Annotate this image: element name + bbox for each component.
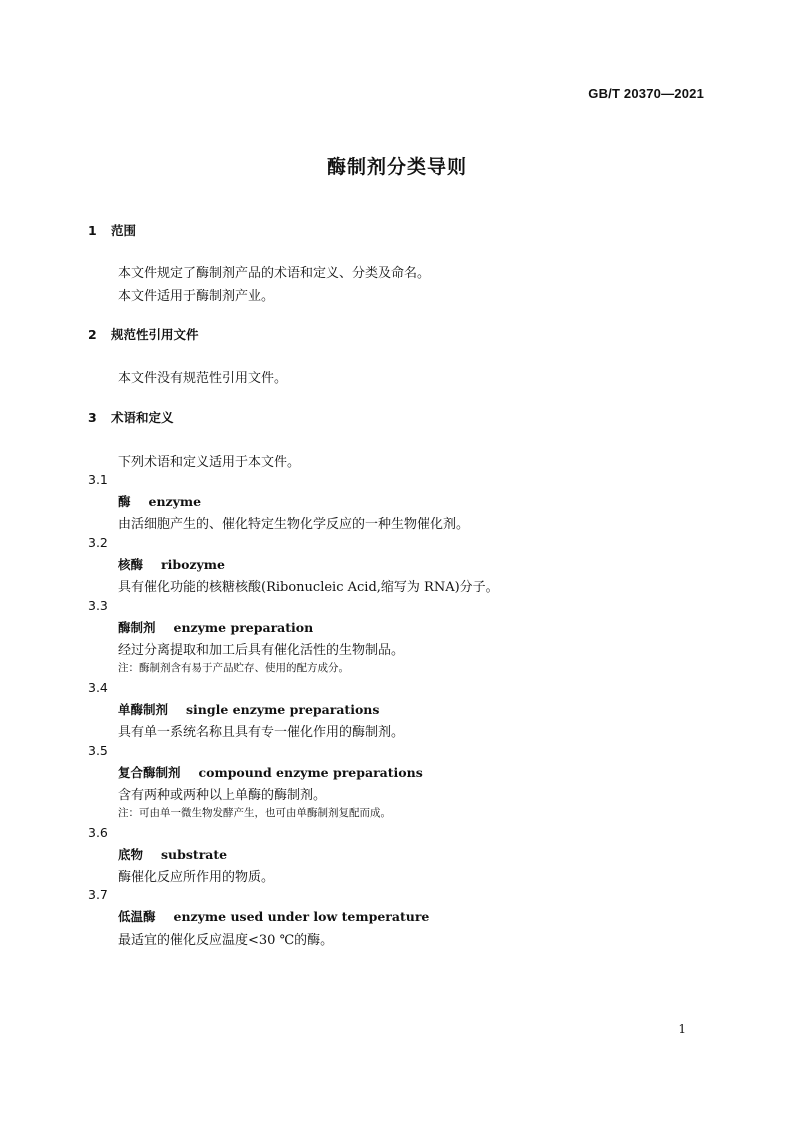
section-title: 术语和定义 <box>111 410 174 425</box>
term-en: enzyme preparation <box>173 620 314 635</box>
term-definition: 酶催化反应所作用的物质。 <box>118 870 275 885</box>
clause-number: 3.5 <box>88 743 108 758</box>
term-definition: 最适宜的催化反应温度<30 ℃的酶。 <box>118 933 334 948</box>
term-note: 注：可由单一微生物发酵产生，也可由单酶制剂复配而成。 <box>118 807 391 819</box>
term-entry <box>118 763 423 781</box>
paragraph: 本文件规定了酶制剂产品的术语和定义、分类及命名。 <box>118 266 431 281</box>
term-en: compound enzyme preparations <box>198 765 423 780</box>
term-definition: 具有催化功能的核糖核酸(Ribonucleic Acid,缩写为 RNA)分子。 <box>118 580 499 595</box>
term-zh: 酶 <box>118 494 131 509</box>
clause-number: 3.3 <box>88 598 108 613</box>
clause-number: 3.4 <box>88 680 108 695</box>
term-en: enzyme <box>148 494 202 509</box>
standard-code: GB/T 20370—2021 <box>588 86 704 101</box>
term-en: single enzyme preparations <box>186 702 380 717</box>
term-note: 注：酶制剂含有易于产品贮存、使用的配方成分。 <box>118 662 349 674</box>
term-en: substrate <box>161 847 228 862</box>
term-entry <box>118 845 227 863</box>
term-entry <box>118 555 225 573</box>
section-number: 3 <box>88 410 97 425</box>
section-title: 规范性引用文件 <box>111 327 199 342</box>
term-zh: 单酶制剂 <box>118 702 169 717</box>
term-zh: 酶制剂 <box>118 620 156 635</box>
term-definition: 经过分离提取和加工后具有催化活性的生物制品。 <box>118 643 405 658</box>
term-definition: 由活细胞产生的、催化特定生物化学反应的一种生物催化剂。 <box>118 517 470 532</box>
term-en: enzyme used under low temperature <box>173 909 430 924</box>
document-title: 酶制剂分类导则 <box>326 156 467 178</box>
term-entry <box>118 618 313 636</box>
term-entry <box>118 700 379 718</box>
term-definition: 具有单一系统名称且具有专一催化作用的酶制剂。 <box>118 725 405 740</box>
page-number: 1 <box>678 1022 686 1036</box>
section-2-heading <box>88 325 199 343</box>
term-zh: 复合酶制剂 <box>118 765 181 780</box>
term-en: ribozyme <box>161 557 225 572</box>
clause-number: 3.1 <box>88 472 108 487</box>
term-entry <box>118 492 201 510</box>
paragraph: 本文件没有规范性引用文件。 <box>118 371 288 386</box>
section-number: 2 <box>88 327 97 342</box>
clause-number: 3.2 <box>88 535 108 550</box>
clause-number: 3.6 <box>88 825 108 840</box>
section-1-heading <box>88 221 136 239</box>
section-title: 范围 <box>111 223 137 238</box>
term-zh: 底物 <box>118 847 144 862</box>
term-definition: 含有两种或两种以上单酶的酶制剂。 <box>118 788 327 803</box>
term-entry <box>118 907 429 925</box>
term-zh: 低温酶 <box>118 909 156 924</box>
clause-number: 3.7 <box>88 887 108 902</box>
term-zh: 核酶 <box>118 557 144 572</box>
section-number: 1 <box>88 223 97 238</box>
paragraph: 下列术语和定义适用于本文件。 <box>118 455 301 470</box>
section-3-heading <box>88 408 174 426</box>
paragraph: 本文件适用于酶制剂产业。 <box>118 289 275 304</box>
